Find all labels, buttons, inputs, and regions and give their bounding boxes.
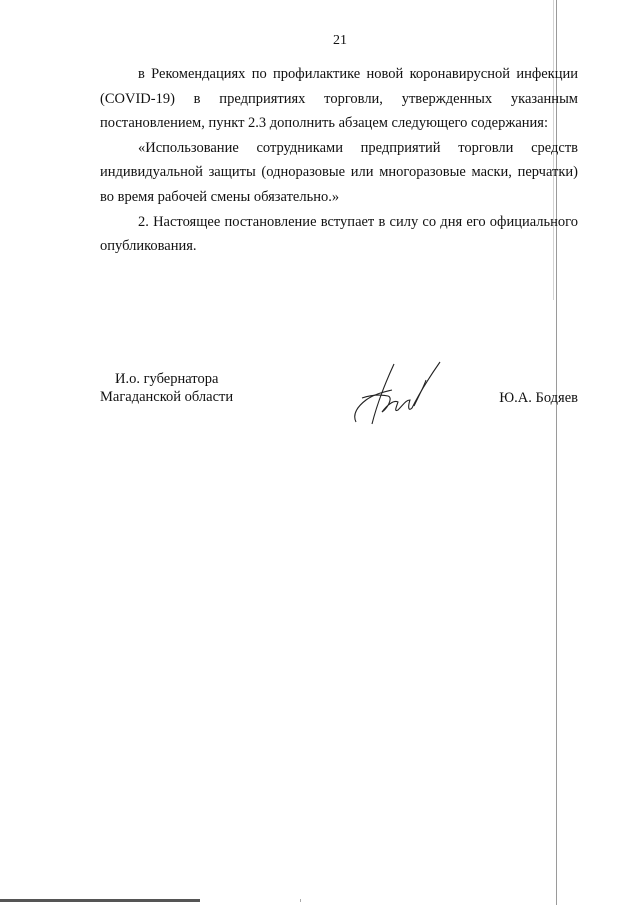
signatory-title-line2: Магаданской области <box>100 389 234 405</box>
paragraph-effective-date: 2. Настоящее постановление вступает в силу со дня его официального опубликования. <box>100 213 578 255</box>
paragraph-quoted-text: «Использование сотрудниками предприятий торговли средств индивидуальной защиты (одноразовые или многоразовые маски, перчатки) во время рабочей смены обязательно.» <box>100 139 578 205</box>
signatory-title-line1: И.о. губернатора <box>115 371 219 387</box>
handwritten-signature <box>348 356 448 432</box>
document-body <box>100 62 578 259</box>
footer-scan-rule <box>0 899 640 902</box>
signatory-name: Ю.А. Бодяев <box>499 390 578 406</box>
signatory-position <box>100 370 233 406</box>
page-number: 21 <box>333 33 347 48</box>
paragraph-amendment: в Рекомендациях по профилактике новой коронавирусной инфекции (COVID-19) в предприятиях торговли, утвержденных указанным постановлением, пункт 2.3 дополнить абзацем следующего содержания: <box>100 66 578 132</box>
